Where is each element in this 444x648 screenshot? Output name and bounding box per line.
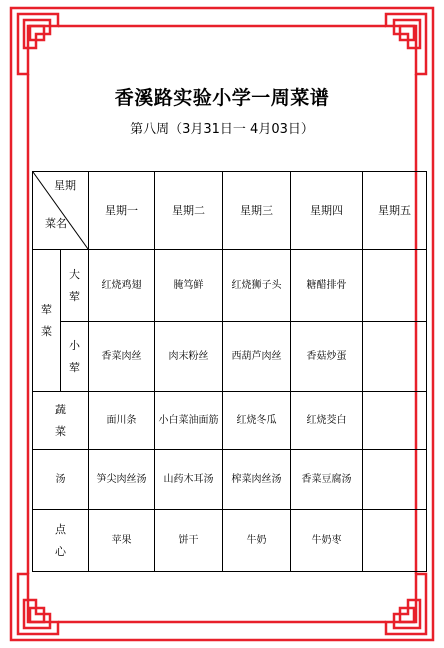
table-row: [33, 322, 427, 392]
week-subtitle: 第八周（3月31日一 4月03日）: [130, 122, 314, 137]
menu-cell: 饼干: [155, 510, 223, 572]
category-soup: 汤: [33, 450, 89, 510]
menu-cell: 香菇炒蛋: [291, 322, 363, 392]
corner-label-weekday: 星期: [54, 179, 76, 192]
table-header-row: [33, 172, 427, 250]
menu-cell: 红烧茭白: [291, 392, 363, 450]
category-meat: 荤菜: [33, 250, 61, 392]
menu-cell: 红烧冬瓜: [223, 392, 291, 450]
table-row: [33, 510, 427, 572]
menu-cell: [363, 322, 427, 392]
category-vegetables: 蔬菜: [33, 392, 89, 450]
menu-cell: [363, 450, 427, 510]
corner-label-dish: 菜名: [45, 217, 67, 230]
menu-cell: 牛奶枣: [291, 510, 363, 572]
subcategory-big-meat: 大荤: [61, 250, 89, 322]
menu-cell: 苹果: [89, 510, 155, 572]
subcategory-small-meat: 小荤: [61, 322, 89, 392]
menu-cell: [363, 250, 427, 322]
table-row: [33, 450, 427, 510]
menu-cell: 山药木耳汤: [155, 450, 223, 510]
menu-cell: 红烧狮子头: [223, 250, 291, 322]
menu-cell: 面川条: [89, 392, 155, 450]
menu-cell: [363, 392, 427, 450]
menu-cell: 糖醋排骨: [291, 250, 363, 322]
menu-cell: 牛奶: [223, 510, 291, 572]
menu-cell: 笋尖肉丝汤: [89, 450, 155, 510]
page-title: 香溪路实验小学一周菜谱: [114, 87, 330, 109]
menu-cell: [363, 510, 427, 572]
day-header-mon: 星期一: [89, 172, 155, 250]
menu-cell: 腌笃鲜: [155, 250, 223, 322]
category-snack: 点心: [33, 510, 89, 572]
table-row: [33, 250, 427, 322]
menu-cell: 榨菜肉丝汤: [223, 450, 291, 510]
day-header-wed: 星期三: [223, 172, 291, 250]
weekly-menu-table: [32, 171, 427, 572]
table-row: [33, 392, 427, 450]
diagonal-header-cell: [33, 172, 89, 250]
menu-cell: 香菜豆腐汤: [291, 450, 363, 510]
day-header-fri: 星期五: [363, 172, 427, 250]
menu-cell: 西葫芦肉丝: [223, 322, 291, 392]
menu-cell: 小白菜油面筋: [155, 392, 223, 450]
menu-cell: 红烧鸡翅: [89, 250, 155, 322]
menu-cell: 肉末粉丝: [155, 322, 223, 392]
menu-cell: 香菜肉丝: [89, 322, 155, 392]
day-header-thu: 星期四: [291, 172, 363, 250]
day-header-tue: 星期二: [155, 172, 223, 250]
